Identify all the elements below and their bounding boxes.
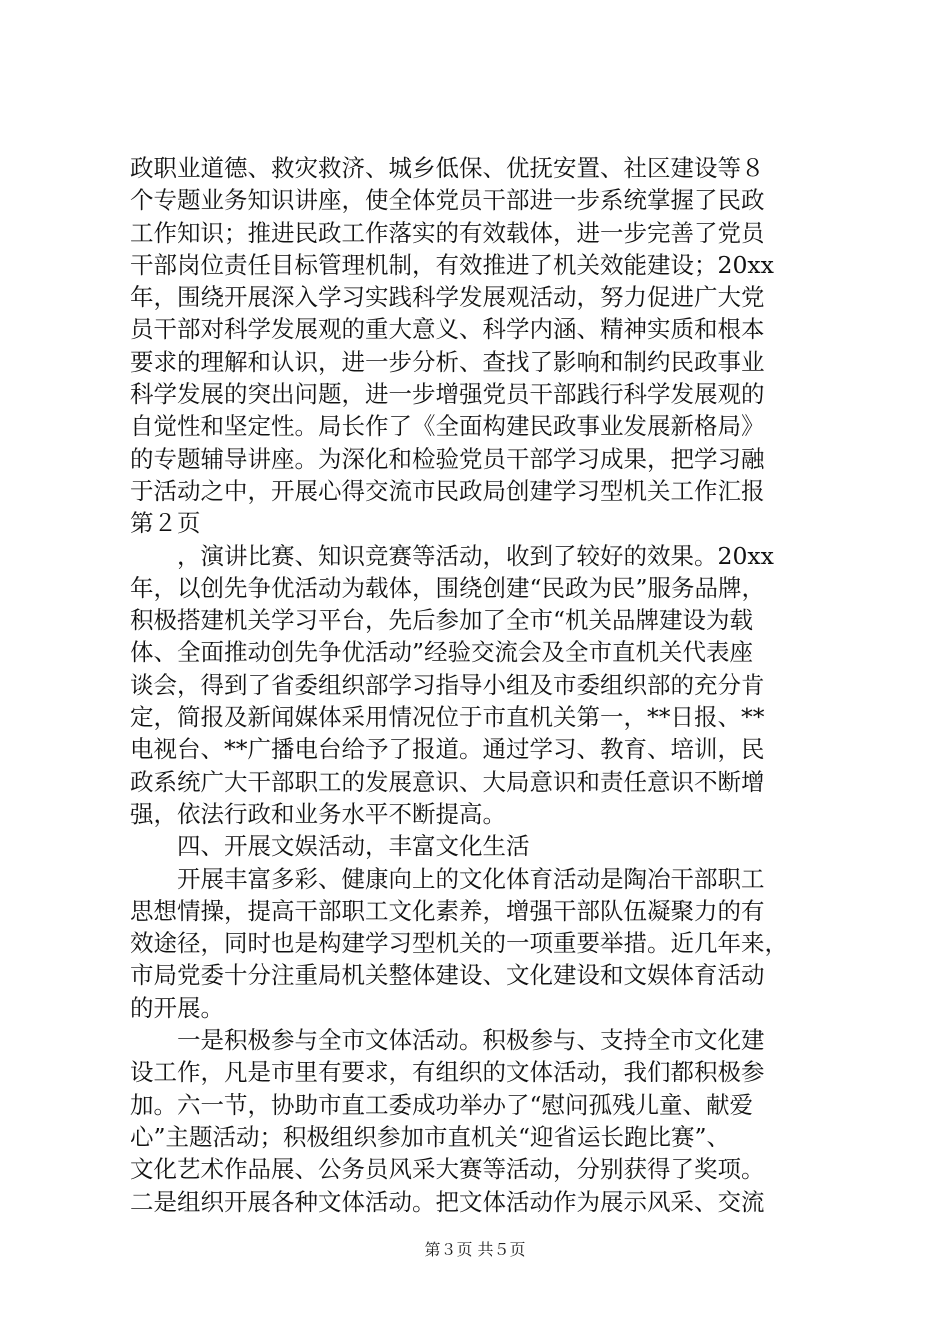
text-line: 员干部对科学发展观的重大意义、科学内涵、精神实质和根本 [130, 315, 765, 344]
text-line: 效途径，同时也是构建学习型机关的一项重要举措。近几年来， [130, 929, 788, 958]
page-marker: 第２页 [130, 509, 201, 538]
text-line: 年，以创先争优活动为载体，围绕创建“民政为民”服务品牌， [130, 573, 766, 602]
text-line: 开展丰富多彩、健康向上的文化体育活动是陶冶干部职工 [130, 864, 765, 893]
text-line: 一是积极参与全市文体活动。积极参与、支持全市文化建 [130, 1026, 765, 1055]
text-line: 二是组织开展各种文体活动。把文体活动作为展示风采、交流 [130, 1187, 765, 1216]
page-number: 第３页 共５页 [424, 1240, 526, 1259]
text-line: 政系统广大干部职工的发展意识、大局意识和责任意识不断增 [130, 767, 765, 796]
text-line: 自觉性和坚定性。局长作了《全面构建民政事业发展新格局》 [130, 412, 765, 441]
text-line: 电视台、**广播电台给予了报道。通过学习、教育、培训，民 [130, 735, 765, 764]
text-line: 干部岗位责任目标管理机制，有效推进了机关效能建设；20xx [130, 250, 774, 279]
text-line: ，演讲比赛、知识竞赛等活动，收到了较好的效果。20xx [130, 541, 774, 570]
text-line: 年，围绕开展深入学习实践科学发展观活动，努力促进广大党 [130, 283, 765, 312]
text-line: 的开展。 [130, 993, 224, 1022]
text-line: 体、全面推动创先争优活动”经验交流会及全市直机关代表座 [130, 638, 754, 667]
text-line: 要求的理解和认识，进一步分析、查找了影响和制约民政事业 [130, 347, 765, 376]
section-heading: 四、开展文娱活动，丰富文化生活 [130, 832, 530, 861]
text-line: 积极搭建机关学习平台，先后参加了全市“机关品牌建设为载 [130, 606, 754, 635]
text-line: 加。六一节，协助市直工委成功举办了“慰问孤残儿童、献爱 [130, 1090, 754, 1119]
text-line: 思想情操，提高干部职工文化素养，增强干部队伍凝聚力的有 [130, 896, 765, 925]
text-line: 强，依法行政和业务水平不断提高。 [130, 799, 506, 828]
text-line: 文化艺术作品展、公务员风采大赛等活动，分别获得了奖项。 [130, 1155, 765, 1184]
text-line: 科学发展的突出问题，进一步增强党员干部践行科学发展观的 [130, 380, 765, 409]
text-line: 政职业道德、救灾救济、城乡低保、优抚安置、社区建设等８ [130, 154, 765, 182]
text-line: 个专题业务知识讲座，使全体党员干部进一步系统掌握了民政 [130, 186, 765, 215]
text-line: 的专题辅导讲座。为深化和检验党员干部学习成果，把学习融 [130, 444, 765, 473]
text-line: 于活动之中，开展心得交流市民政局创建学习型机关工作汇报 [130, 476, 765, 505]
text-line: 市局党委十分注重局机关整体建设、文化建设和文娱体育活动 [130, 961, 765, 990]
text-line: 工作知识；推进民政工作落实的有效载体，进一步完善了党员 [130, 218, 765, 247]
body-text [130, 152, 830, 1218]
text-line: 谈会，得到了省委组织部学习指导小组及市委组织部的充分肯 [130, 670, 765, 699]
page-footer [0, 1240, 950, 1260]
text-line: 心”主题活动；积极组织参加市直机关“迎省运长跑比赛”、 [130, 1122, 731, 1151]
text-line: 定，简报及新闻媒体采用情况位于市直机关第一，**日报、** [130, 703, 765, 732]
text-line: 设工作，凡是市里有要求，有组织的文体活动，我们都积极参 [130, 1058, 765, 1087]
